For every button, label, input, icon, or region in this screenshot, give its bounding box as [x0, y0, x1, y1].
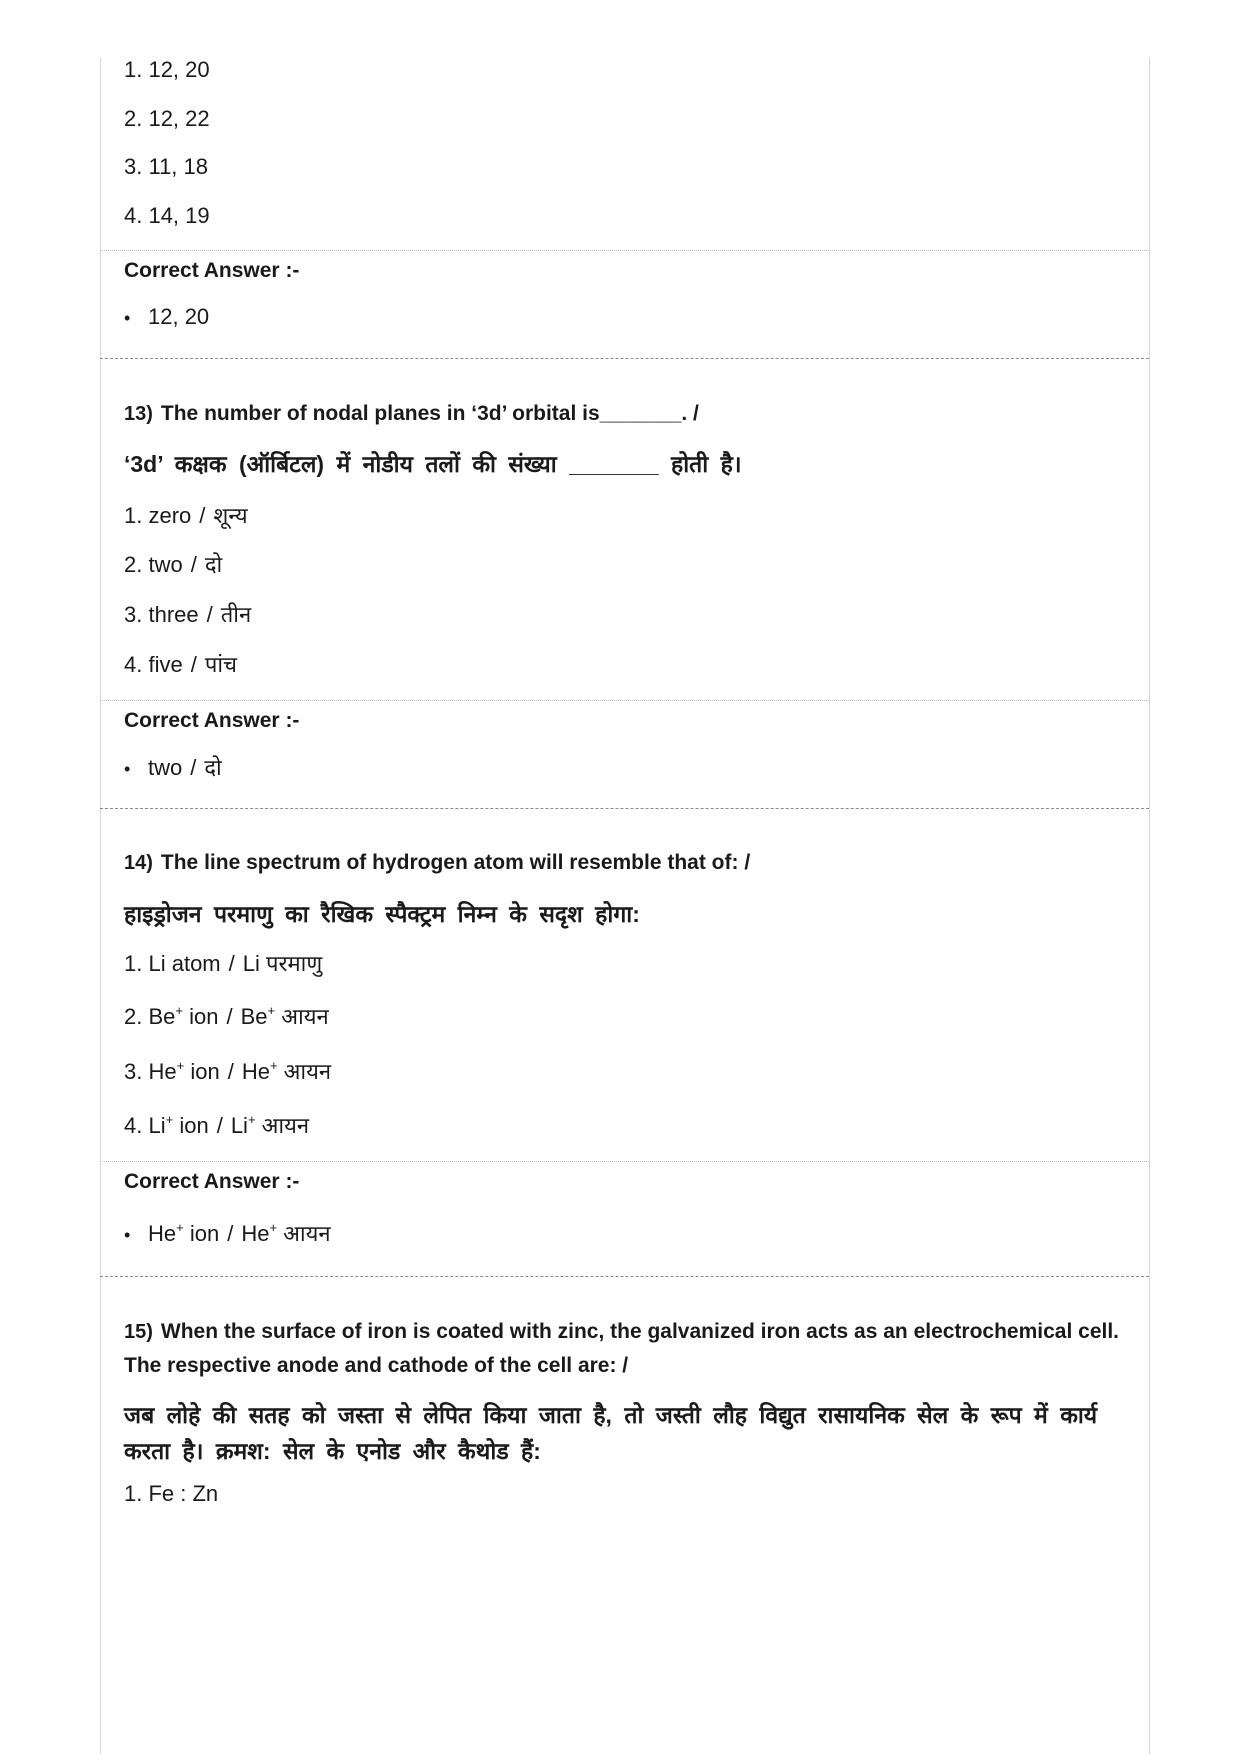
q13-option-2: 2. two / दो: [124, 552, 223, 577]
q14-answer-divider: [100, 1161, 1149, 1162]
q13-question-en: 13) The number of nodal planes in ‘3d’ orbital is_______. /: [124, 402, 699, 425]
q12-option-4: 4. 14, 19: [124, 203, 210, 228]
q15-question-en: 15) When the surface of iron is coated with zinc, the galvanized iron acts as an electrochemical cell. The respective anode and cathode of the cell are: /: [124, 1320, 1120, 1377]
q14-correct-answer: • He+ ion / He+ आयन: [124, 1220, 331, 1246]
q12-answer-divider: [100, 250, 1149, 251]
q14-option-1: 1. Li atom / Li परमाणु: [124, 951, 323, 976]
q14-option-4: 4. Li+ ion / Li+ आयन: [124, 1112, 310, 1138]
q14-option-2: 2. Be+ ion / Be+ आयन: [124, 1003, 329, 1029]
q12-option-1: 1. 12, 20: [124, 57, 210, 82]
q14-question-hi: हाइड्रोजन परमाणु का रैखिक स्पैक्ट्रम निम्न के सदृश होगा:: [124, 901, 640, 927]
q13-correct-answer: • two / दो: [124, 755, 222, 780]
q15-question-hi: जब लोहे की सतह को जस्ता से लेपित किया जाता है, तो जस्ती लौह विद्युत रासायनिक सेल के रूप में कार्य करता है। क्रमश: सेल के एनोड और कैथोड हैं:: [124, 1402, 1098, 1464]
q13-option-4: 4. five / पांच: [124, 652, 238, 677]
question-divider: [100, 358, 1149, 359]
q12-correct-answer-label: Correct Answer :-: [124, 259, 300, 282]
q15-option-1: 1. Fe : Zn: [124, 1481, 219, 1506]
q13-question-hi: ‘3d’ कक्षक (ऑर्बिटल) में नोडीय तलों की संख्या _______ होती है।: [124, 451, 742, 477]
q12-correct-answer: • 12, 20: [124, 304, 210, 329]
q14-question-en: 14) The line spectrum of hydrogen atom will resemble that of: /: [124, 851, 751, 874]
question-divider: [100, 808, 1149, 809]
q14-correct-answer-label: Correct Answer :-: [124, 1170, 300, 1193]
q13-option-1: 1. zero / शून्य: [124, 503, 248, 528]
q12-option-3: 3. 11, 18: [124, 154, 208, 179]
q14-option-3: 3. He+ ion / He+ आयन: [124, 1058, 332, 1084]
q12-option-2: 2. 12, 22: [124, 106, 210, 131]
q13-option-3: 3. three / तीन: [124, 602, 252, 627]
q13-correct-answer-label: Correct Answer :-: [124, 709, 300, 732]
question-divider: [100, 1276, 1149, 1277]
q13-answer-divider: [100, 700, 1149, 701]
